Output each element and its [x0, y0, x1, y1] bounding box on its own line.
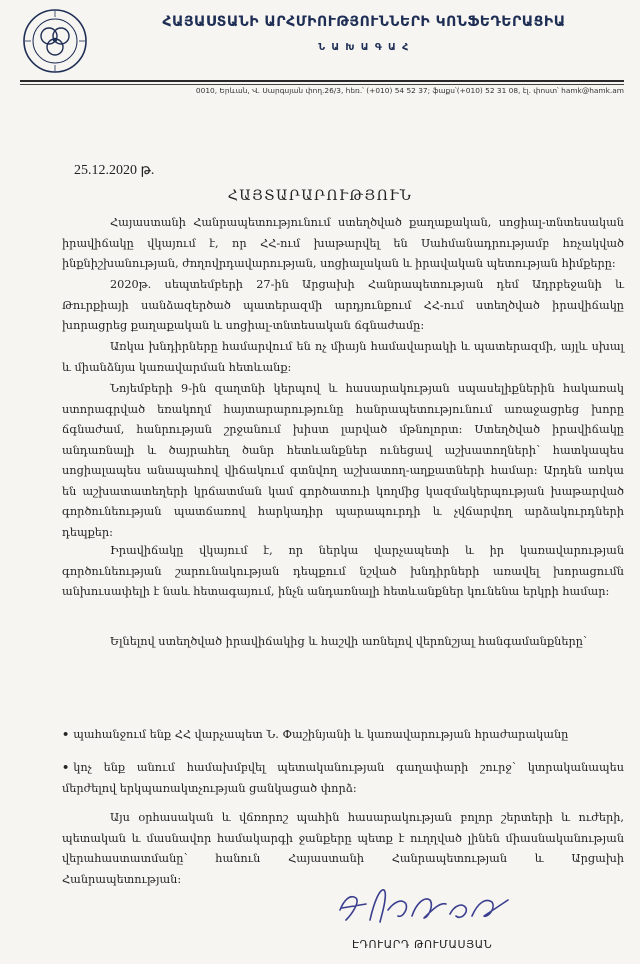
list-item [62, 757, 624, 799]
paragraph-3: Առկա խնդիրները համարվում են ոչ միայն համավարակի և պատերազմի, այլև սխալ և միանձնյա կառավարման հետևանք: [62, 340, 624, 374]
list-item [62, 724, 624, 746]
bullet-icon: • [62, 727, 70, 741]
paragraph-1: Հայաստանի Հանրապետությունում ստեղծված քաղաքական, սոցիալ-տնտեսական իրավիճակը վկայում է, որ ՀՀ-ում խաթարվել են Սահմանադրությամբ հռչակված ինքնիշխանության, ժողովրդավարության, սոցիալական և իրավական պետության հիմքերը: [62, 216, 624, 270]
bullet-icon: • [62, 760, 70, 774]
paragraph-6: Ելնելով ստեղծված իրավիճակից և հաշվի առնելով վերոնշյալ հանգամանքները՝ [110, 635, 588, 648]
paragraph-2: 2020թ. սեպտեմբերի 27-ին Արցախի Հանրապետության դեմ Ադրբեջանի և Թուրքիայի սանձազերծած պատերազմի արդյունքում ՀՀ-ում ստեղծված իրավիճակը խորացրեց քաղաքական և սոցիալ-տնտեսական ճգնաժամը: [62, 278, 624, 332]
signature-mark [332, 880, 522, 928]
organization-name: ՀԱՅԱՍՏԱՆԻ ԱՐՀՄԻՈՒԹՅՈՒՆՆԵՐԻ ԿՈՆՖԵԴԵՐԱՑԻԱ [162, 14, 566, 30]
bullet-text-2: կոչ ենք անում համախմբվել պետականության գաղափարի շուրջ՝ կտրականապես մերժելով երկպառակտչության ցանկացած փորձ: [62, 761, 624, 795]
bullet-text-1: պահանջում ենք ՀՀ վարչապետ Ն. Փաշինյանի և կառավարության հրաժարականը [73, 728, 569, 741]
organization-logo [22, 8, 88, 74]
paragraph-5: Իրավիճակը վկայում է, որ ներկա վարչապետի և իր կառավարության գործունեության շարունակության դեպքում նշված խնդիրների առավել խորացումն անխուսափելի է նաև հետագայում, ինչն անդառնալի հետևանքներ կունենա երկրի համար: [62, 544, 624, 598]
closing-paragraph: Այս օրհասական և վճռորոշ պահին հասարակության բոլոր շերտերի և ուժերի, պետական և մասնավոր համակարգի ջանքերը պետք է ուղղված լինեն միասնականության վերահաստատմանը՝ հանուն Հայաստանի Հանրապետության և Արցախի Հանրապետության: [62, 811, 624, 886]
paragraph-4: Նոյեմբերի 9-ին զաղտնի կերպով և հասարակության սպասելիքներին հակառակ ստորագրված եռակողմ հայտարարությունը հանրապետությունում առաջացրեց խորը ճգնաժամ, հանրության շրջանում խիստ լարված մթնոլորտ: Ստեղծված իրավիճակը անդառնալի և ծայրահեղ ծանր հետևանքներ ունեցավ աշխատողների՝ հատկապես սոցիալապես անապահով վիճակում գտնվող աշխատող-աղքատների համար: Արդեն առկա են աշխատատեղերի կրճատման կամ գործատուի կողմից կազմակերպության խաթարված գործունեության պատճառով հարկադիր պարապուրդի և չվճարվող արձակուրդների դեպքեր: [62, 382, 624, 539]
document-title: ՀԱՅՏԱՐԱՐՈՒԹՅՈՒՆ [227, 188, 413, 204]
signatory-name: ԷԴՈՒԱՐԴ ԹՈՒՄԱՍՅԱՆ [352, 938, 493, 951]
header-divider-thick [20, 80, 624, 82]
organization-subtitle: Ն Ա Խ Ա Գ Ա Հ [318, 42, 410, 53]
header-divider-thin [20, 84, 624, 85]
document-date: 25.12.2020 թ. [74, 163, 155, 178]
contact-address: 0010, Երևան, Վ. Սարգսյան փող.26/3, հեռ.՝ (+010) 54 52 37; ֆաքս՝(+010) 52 31 08, էլ. փոստ՝ hamk@hamk.am [195, 86, 624, 95]
